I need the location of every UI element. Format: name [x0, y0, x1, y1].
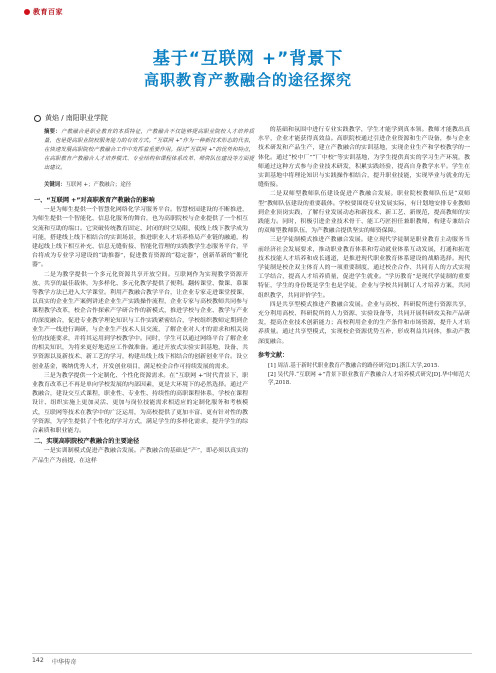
abstract-label: 摘要： — [44, 129, 62, 135]
body-paragraph: 一是为师生提供一个智慧化网络化学习服务平台。智慧校园建设的不断推进，为师生提供一个智能化、信息化服务的舞台，也为高职院校与企业提供了一个相互交流和互助的端口。它突破传统教育固定、封闭的时空局限，使线上线下教学成为可能，搭建线上线下相结合的实训场景，推进职业人才培养格局产业链的融通，构建起线上线下相互补充、信息无缝衔接、智能化管理的实践教学生态服务平台，平台将成为专业学习建设的“助推器”，促进教育资源的“稳定器”，创新革新的“催化器”。 — [32, 207, 248, 269]
left-column — [32, 195, 248, 466]
right-column — [258, 126, 470, 388]
article-title-line2: 高职教育产教融合的途径探究 — [143, 71, 352, 89]
references-title: 参考文献： — [258, 351, 289, 359]
author-line — [34, 113, 108, 123]
reference-item: [1] 周洁.基于新时代职业教育产教融合的路径研究[D].浙江大学,2015. — [268, 363, 440, 370]
author-name: 黄焰 / 南阳职业学院 — [45, 114, 108, 122]
section-tag — [24, 7, 63, 17]
author-circle-icon — [34, 115, 41, 122]
bullet-dot-icon — [24, 9, 30, 15]
article-title-line1: 基于“互联网 +”背景下 — [152, 49, 344, 69]
keywords-text: 互联网 +；产教融合；途径 — [65, 182, 132, 188]
abstract-text: 产教融合是职业教育的本质特征，产教融合不仅能够提高职业院校人才培养质量，也是提高职业院校服务能力的有效方式。“互联网 +”作为一种新技术形态的代表，在快速发展高职院校产教融合工作中发挥着重要作用。探讨“互联网 +”的优势和特点，在高职教育产教融合人才培养模式、专业结构和课程体系改革、师资队伍建设等方面提出建议。 — [44, 129, 254, 171]
body-paragraph: 三是学徒制模式推进产教融合发展。建立现代学徒制是职业教育主动服务当前经济社会发展要求，推动职业教育体系和劳动就业体系互动发展，打通和拓宽技术技能人才培养和成长通道，是推进现代职业教育体系建设的战略选择。现代学徒制是校企双主体育人的一项重要制度，通过校企合作、共同育人的方式实现工学结合，提高人才培养质量，促进学生就业。“学历教育”是现代学徒制的重要特征，学生的身份既是学生也是学徒，企业与学校共同制订人才培养方案，共同组织教学，共同评价学生。 — [258, 237, 470, 299]
body-paragraph: 四是共享型模式推进产教融合发展。企业与高校、科研院所进行资源共享，充分利用高校、科研院所的人力资源、实验设备等，共同开展科研攻关和产品研发，提高企业技术创新能力；高校利用企业的生产条件和市场资源，提升人才培养质量。通过共享型模式，实现校企资源优势互补，形成利益共同体，推动产教深度融合。 — [258, 301, 470, 345]
body-paragraph: 二是为教学提供一个多元化资源共享开放空间。互联网作为实现教学资源开放、共享的最佳载体，为多样化、多元化教学提供了便利。翻转课堂、微课、慕课等教学方法已进入大学课堂。利用产教融合教学平台，让企业专家走进课堂授课，以真实的企业生产案例讲述企业生产实践操作流程，企业专家与高校教师共同参与课程教学改革，校企合作探索产学研合作的新模式，推进学校与企业、教学与产业的深度融合，促进专业教学理论知识与工作实践紧密结合，学校组织教师定期到企业生产一线进行调研，与企业生产技术人员交流，了解企业对人才的需求和相关岗位的技能要求，并将其运用到学校教学中。同时，学生可以通过网络平台了解企业的相关知识，为将来更好地适应工作做准备。通过开放式实验实训基地，设备、共享资源以及新技术、新工艺的学习，构建出线上线下相结合的创新创业平台。设立创业基金，吸纳优秀人才，开发创业项目，满足校企合作可持续发展的需求。 — [32, 271, 248, 370]
section-heading: 二、实现高职院校产教融合的主要途径 — [34, 438, 140, 446]
page-number: 142 — [32, 657, 44, 664]
body-paragraph: 的基础和氛围中进行专业实践教学，学生才能学到真本领。教师才能教出真水平，企业才能获得真效益。高职院校通过引进企业资源和生产设备，参与企业技术研发和产品生产，建立产教融合的实训基地，实现企业生产和学校教学的一体化。通过“校中厂”“厂中校”等实训基地，为学生提供真实的学习生产环境，教师通过这种方式参与企业技术研发，积累实践经验，提高自身教学水平。学生在实训基地中将理论知识与实践操作相结合，提升职业技能，实现毕业与就业的无缝衔接。 — [258, 127, 470, 189]
body-paragraph: 三是为教学提供一个定制化、个性化资源需求。在“互联网 +”时代背景下，职业教育改革已不再是单向学校发展的内部因素，更是大环境下的必然选择。通过产教融合，建设交互式课程，职业性、专业性、持续性的高职课程体系，学校在课程设计、组织实施上更加灵活、更加与岗位技能需求相适应的定制化服务和考核模式，互联网等技术在教学中的广泛运用，为高校提供了更加丰富、更有针对性的教学资源，为学生提供了个性化的学习方式，满足学生的多样化需求，提升学生的综合素质和职业能力。 — [32, 372, 248, 435]
abstract — [44, 128, 254, 173]
keywords-label: 关键词： — [44, 182, 66, 188]
reference-item: [2] 吴代萍.“互联网 +”背景下职业教育产教融合人才培养模式研究[D].华中师范大学,2018. — [268, 371, 470, 387]
references — [258, 351, 470, 388]
section-label: 教育百家 — [33, 8, 63, 16]
body-paragraph: 二是双师型教师队伍建设促进产教融合发展。职业院校教师队伍是“双师型”教师队伍建设的重要载体。学校要围绕专业发展实际，有计划地安排专业教师到企业顶岗实践，了解行业发展动态和新技术、新工艺、新规范，提高教师的实践能力。同时，积极引进企业技术骨干、能工巧匠担任兼职教师，构建专兼结合的双师型教师队伍，为产教融合提供坚实的师资保障。 — [258, 191, 470, 235]
journal-name: 中华传奇 — [51, 659, 77, 666]
keywords — [44, 180, 254, 188]
body-paragraph: 一是实训制模式促进产教融合发展。产教融合的基础是“产”，即必须以真实的产品生产为前提，在这样 — [32, 448, 248, 464]
section-heading: 一、“互联网 +”对高职教育产教融合的影响 — [34, 197, 155, 204]
footer-rule — [32, 653, 472, 654]
page-footer — [32, 657, 77, 666]
